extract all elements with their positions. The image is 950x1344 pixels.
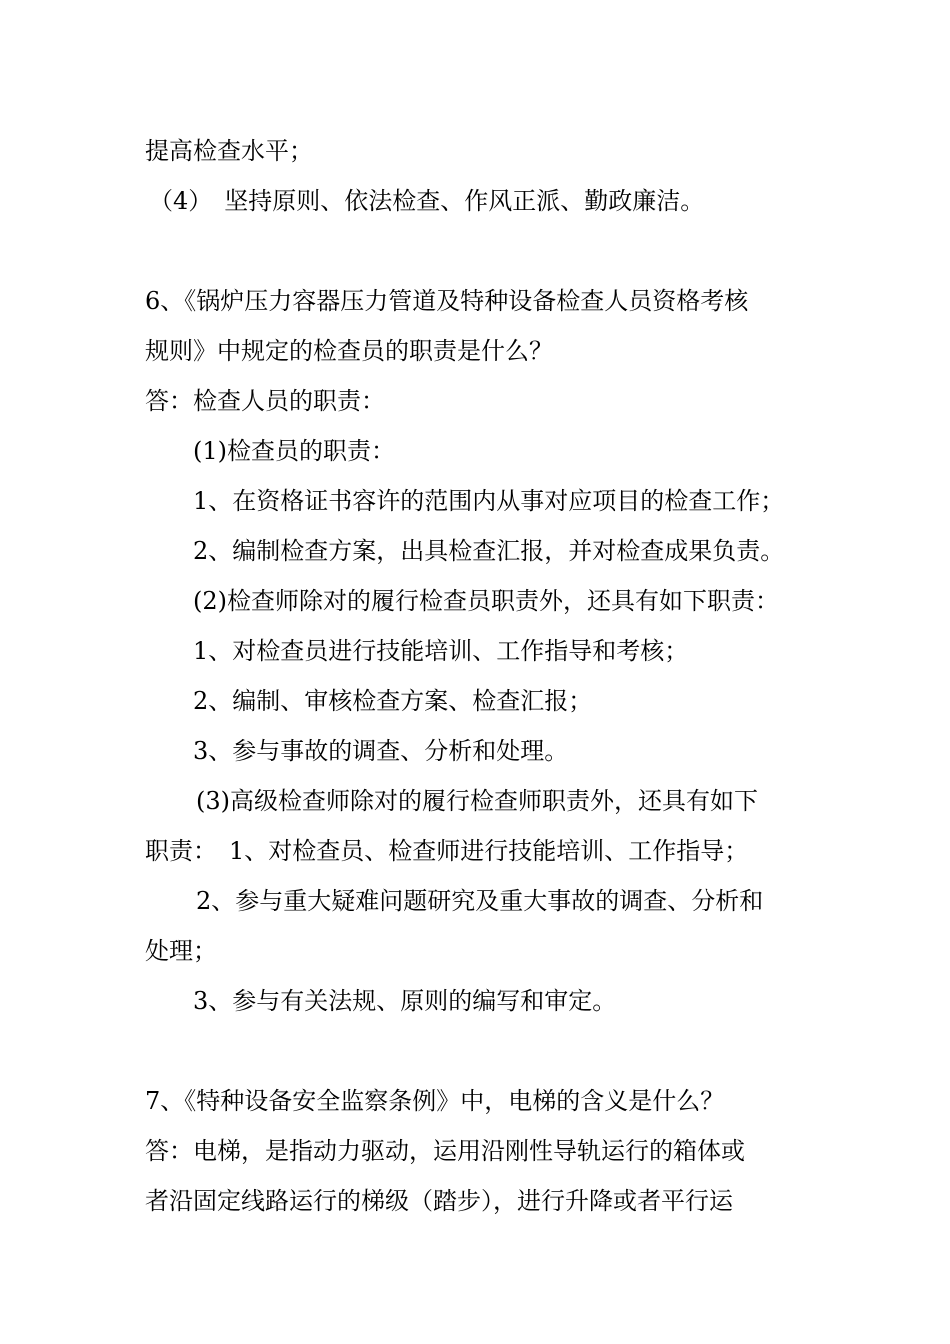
question-heading: 7、《特种设备安全监察条例》中，电梯的含义是什么？ bbox=[145, 1087, 725, 1115]
text-line: （4） 坚持原则、依法检查、作风正派、勤政廉洁。 bbox=[149, 187, 705, 215]
text-line: 3、参与事故的调查、分析和处理。 bbox=[193, 737, 569, 765]
text-line: (1)检查员的职责： bbox=[193, 437, 395, 465]
text-line: 1、对检查员进行技能培训、工作指导和考核； bbox=[193, 637, 689, 665]
text-line: 2、编制、审核检查方案、检查汇报； bbox=[193, 687, 593, 715]
text-line: 1、在资格证书容许的范围内从事对应项目的检查工作； bbox=[193, 487, 785, 515]
text-line: 2、参与重大疑难问题研究及重大事故的调查、分析和 bbox=[196, 887, 764, 915]
text-line: 处理； bbox=[145, 937, 217, 965]
question-heading: 规则》中规定的检查员的职责是什么？ bbox=[145, 337, 553, 365]
text-line: 职责： 1、对检查员、检查师进行技能培训、工作指导； bbox=[145, 837, 749, 865]
text-line: (2)检查师除对的履行检查员职责外，还具有如下职责： bbox=[193, 587, 779, 615]
text-line: 2、编制检查方案，出具检查汇报，并对检查成果负责。 bbox=[193, 537, 785, 565]
answer-line: 答：电梯，是指动力驱动，运用沿刚性导轨运行的箱体或 bbox=[145, 1137, 745, 1165]
text-line: (3)高级检查师除对的履行检查师职责外，还具有如下 bbox=[196, 787, 758, 815]
answer-line: 答：检查人员的职责： bbox=[145, 387, 385, 415]
question-heading: 6、《锅炉压力容器压力管道及特种设备检查人员资格考核 bbox=[145, 287, 749, 315]
text-line: 提高检查水平； bbox=[145, 137, 313, 165]
text-line: 3、参与有关法规、原则的编写和审定。 bbox=[193, 987, 617, 1015]
text-line: 者沿固定线路运行的梯级（踏步），进行升降或者平行运 bbox=[145, 1187, 733, 1215]
